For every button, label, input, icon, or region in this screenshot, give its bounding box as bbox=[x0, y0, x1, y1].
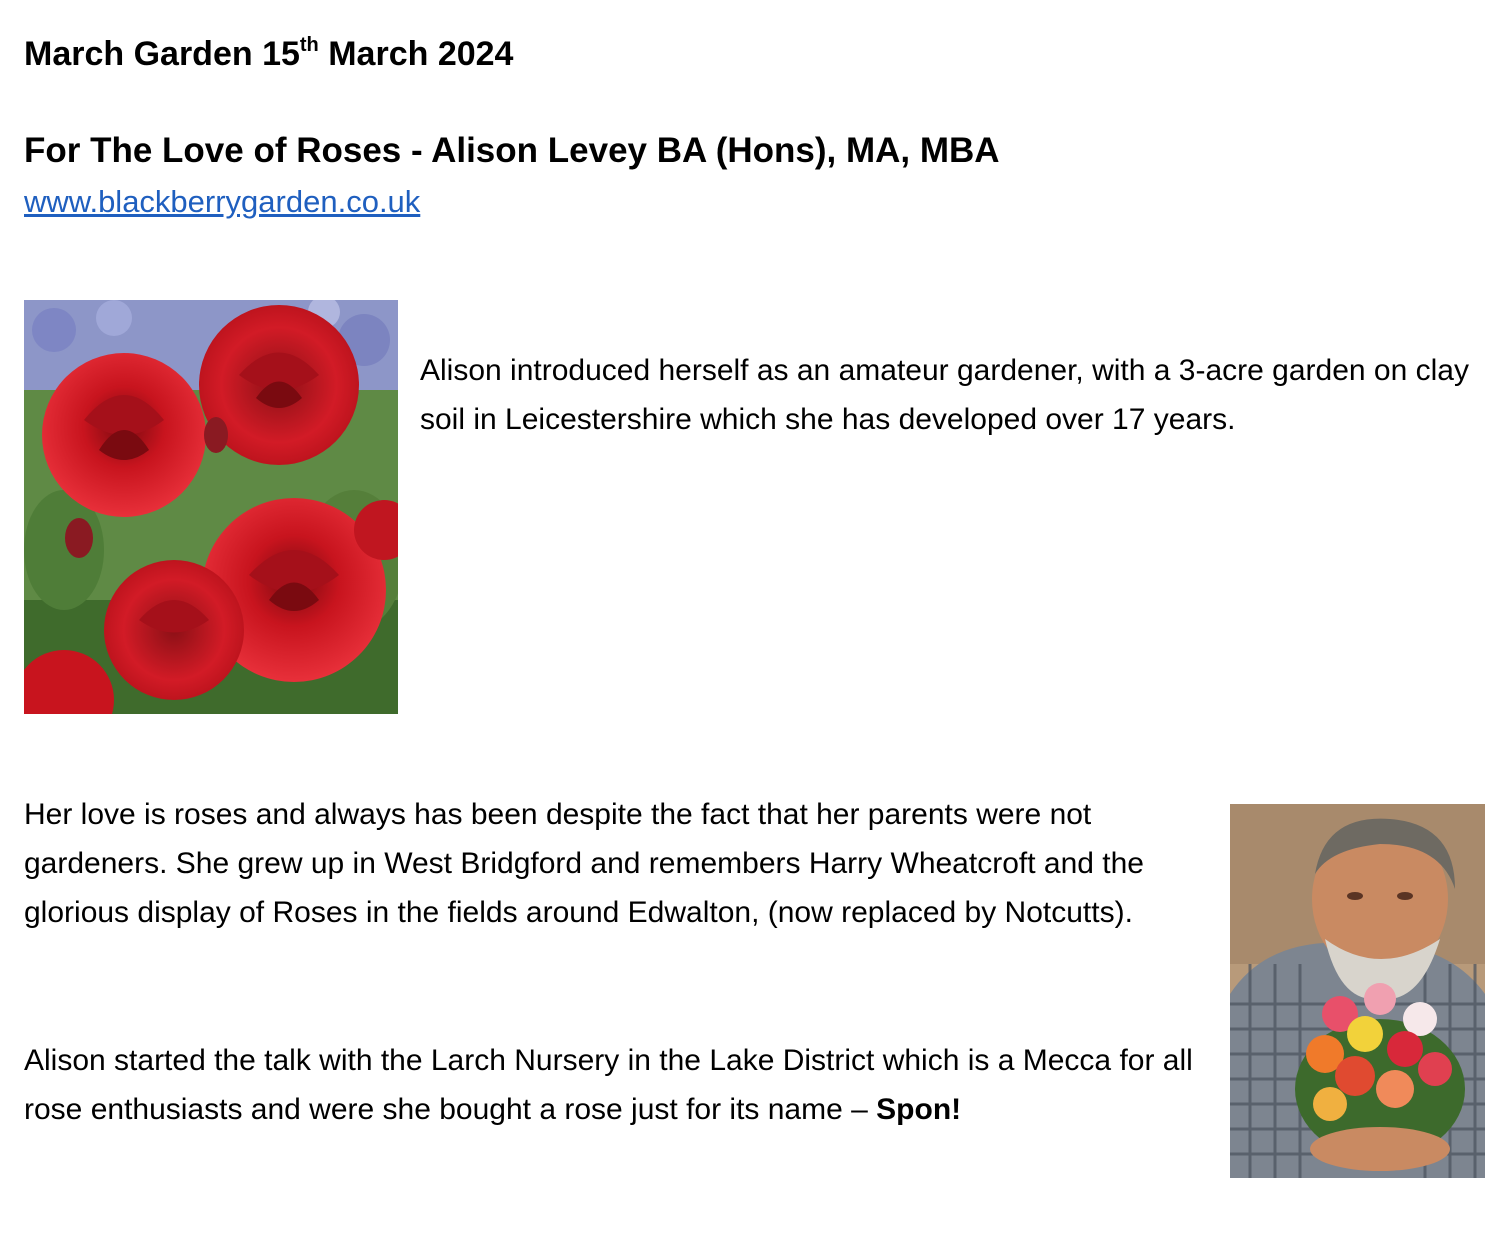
talk-paragraph-emphasis: Spon! bbox=[876, 1093, 962, 1126]
title-prefix: March Garden 15 bbox=[24, 35, 300, 73]
red-roses-photo bbox=[24, 300, 398, 714]
page-title bbox=[24, 30, 513, 78]
talk-paragraph bbox=[24, 1036, 1204, 1134]
talk-subtitle: For The Love of Roses - Alison Levey BA (Hons), MA, MBA bbox=[24, 131, 1000, 170]
intro-paragraph: Alison introduced herself as an amateur gardener, with a 3-acre garden on clay soil in Leicestershire which she has developed over 17 years. bbox=[420, 354, 1469, 436]
title-ordinal-suffix: th bbox=[299, 34, 319, 56]
talk-paragraph-text: Alison started the talk with the Larch Nursery in the Lake District which is a Mecca for all rose enthusiasts and were she bought a rose just for its name – bbox=[24, 1044, 1193, 1126]
man-holding-roses-photo bbox=[1230, 804, 1485, 1178]
title-suffix: March 2024 bbox=[318, 35, 514, 73]
background-paragraph: Her love is roses and always has been despite the fact that her parents were not gardeners. She grew up in West Bridgford and remembers Harry Wheatcroft and the glorious display of Roses in the fields around Edwalton, (now replaced by Notcutts). bbox=[24, 798, 1144, 929]
website-link[interactable]: www.blackberrygarden.co.uk bbox=[24, 184, 421, 219]
